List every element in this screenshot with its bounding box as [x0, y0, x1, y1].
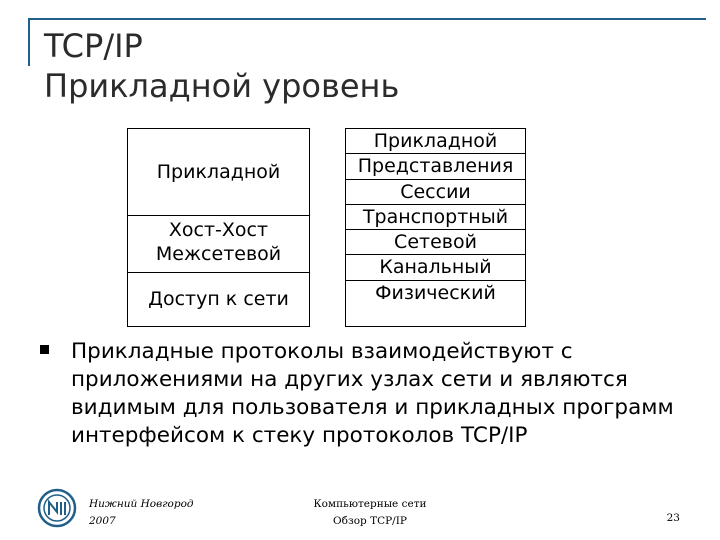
- slide-frame-horizontal: [28, 18, 706, 20]
- title-line-2: Прикладной уровень: [44, 67, 400, 105]
- osi-layer-transport: Транспортный: [346, 204, 525, 229]
- title-line-1: TCP/IP: [44, 27, 143, 65]
- footer-year: 2007: [89, 515, 116, 527]
- osi-layer-datalink: Канальный: [346, 254, 525, 279]
- body-paragraph: Прикладные протоколы взаимодействуют с приложениями на других узлах сети и являются видимым для пользователя и прикладных программ интерфейсом к стеку протоколов TCP/IP: [71, 339, 674, 448]
- footer-city: Нижний Новгород: [89, 498, 194, 510]
- tcpip-layer-network-access: Доступ к сети: [128, 272, 309, 327]
- tcpip-layer-stack: [127, 128, 310, 327]
- footer-center: [300, 496, 440, 530]
- tcpip-layer-host-host-internet: [128, 215, 309, 275]
- slide-frame-vertical: [28, 18, 30, 66]
- osi-layer-application: Прикладной: [373, 130, 498, 152]
- bullet-icon: [40, 345, 49, 354]
- osi-layer-physical: Физический: [346, 280, 525, 305]
- slide-title: [44, 26, 399, 106]
- page-number: 23: [666, 512, 680, 524]
- osi-layer-session: Сессии: [346, 179, 525, 204]
- osi-layer-network: Сетевой: [346, 229, 525, 254]
- tcpip-layer-application: Прикладной: [156, 161, 281, 183]
- footer-left: [89, 496, 194, 530]
- osi-layer-presentation: Представления: [346, 153, 525, 178]
- tcpip-layer-internet: Межсетевой: [155, 243, 282, 265]
- footer-course: Компьютерные сети: [313, 498, 427, 510]
- footer-topic: Обзор TCP/IP: [333, 515, 407, 527]
- osi-layer-stack: [345, 128, 526, 327]
- tcpip-layer-host-host: Хост-Хост: [168, 219, 269, 241]
- university-logo-icon: [37, 488, 77, 528]
